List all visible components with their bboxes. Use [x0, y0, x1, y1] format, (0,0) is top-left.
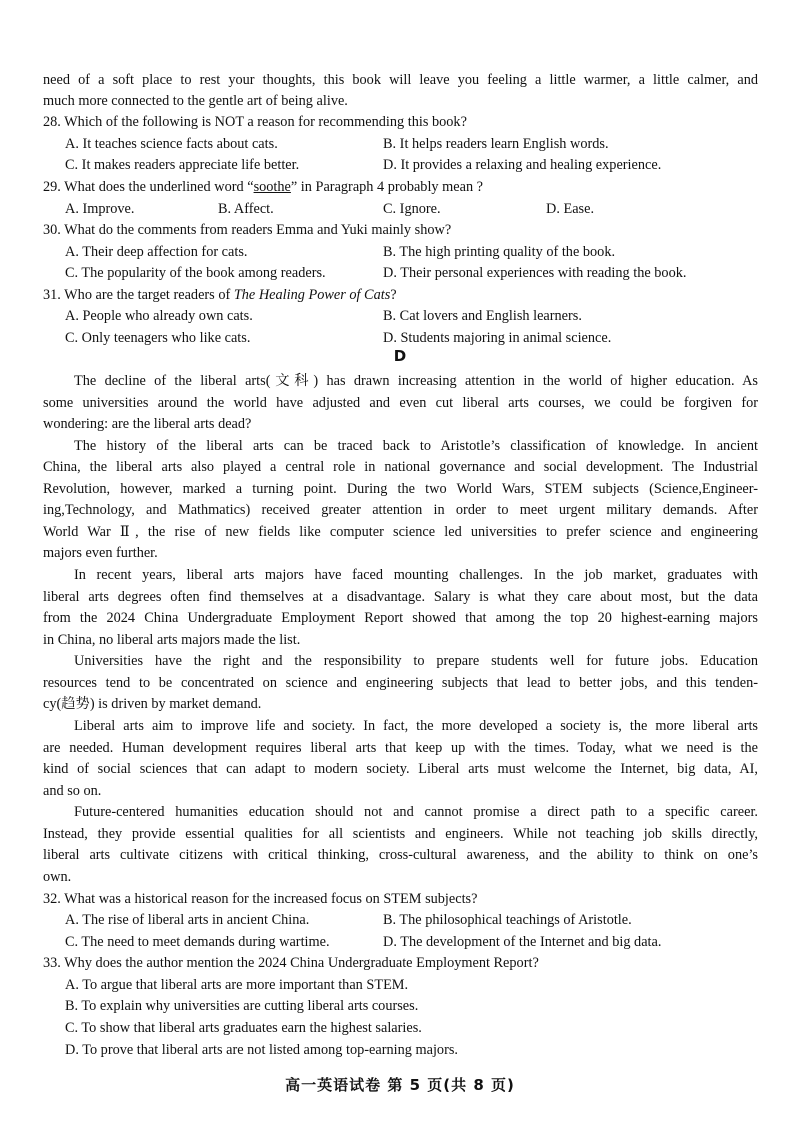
option[interactable]: A. The rise of liberal arts in ancient China. [65, 912, 310, 928]
option[interactable]: B. The high printing quality of the book. [383, 244, 616, 260]
option[interactable]: C. The need to meet demands during wartime. [65, 934, 330, 950]
passage-line: cy(趋势) is driven by market demand. [43, 696, 262, 712]
passage-line: liberal arts cultivate citizens with critical thinking, cross-cultural awareness, and the ability to think on one’s [43, 847, 758, 863]
option[interactable]: D. Their personal experiences with reading the book. [383, 265, 687, 281]
stem-text: 29. What does the underlined word “ [43, 179, 254, 195]
question-stem: 28. Which of the following is NOT a reason for recommending this book? [43, 114, 467, 130]
book-title: The Healing Power of Cats [233, 287, 391, 303]
passage-line: Universities have the right and the responsibility to prepare students well for future jobs. Education [74, 653, 758, 669]
passage-line: The history of the liberal arts can be traced back to Aristotle’s classification of knowledge. In ancient [74, 438, 758, 454]
option[interactable]: A. People who already own cats. [65, 308, 253, 324]
passage-line: kind of social sciences that can adapt to modern society. Liberal arts must welcome the Internet, big data, AI, [43, 761, 758, 777]
option[interactable]: B. The philosophical teachings of Aristotle. [383, 912, 632, 928]
passage-line: resources tend to be concentrated on science and engineering subjects that lead to better jobs, and this tenden- [43, 675, 758, 691]
option[interactable]: C. Only teenagers who like cats. [65, 330, 251, 346]
passage-line: Future-centered humanities education should not and cannot promise a direct path to a specific career. [74, 804, 758, 820]
passage-line: own. [43, 869, 72, 885]
option[interactable]: C. Ignore. [383, 201, 441, 217]
option[interactable]: D. Ease. [546, 201, 595, 217]
passage-line: liberal arts degrees often find themselves at a disadvantage. Salary is what they care about most, but the data [43, 589, 758, 605]
option[interactable]: C. The popularity of the book among readers. [65, 265, 326, 281]
passage-line: Liberal arts aim to improve life and society. In fact, the more developed a society is, the more liberal arts [74, 718, 758, 734]
section-heading: D [393, 347, 407, 365]
passage-line: need of a soft place to rest your thoughts, this book will leave you feeling a little warmer, a little calmer, and [43, 72, 758, 88]
option[interactable]: A. Their deep affection for cats. [65, 244, 248, 260]
option[interactable]: C. It makes readers appreciate life better. [65, 157, 300, 173]
passage-line: from the 2024 China Undergraduate Employment Report showed that among the top 20 highest-earning majors [43, 610, 758, 626]
passage-line: much more connected to the gentle art of being alive. [43, 93, 348, 109]
question-stem [43, 177, 483, 198]
passage-line: majors even further. [43, 545, 158, 561]
option[interactable]: A. To argue that liberal arts are more important than STEM. [65, 977, 409, 993]
option[interactable]: B. Cat lovers and English learners. [383, 308, 582, 324]
passage-line: World War Ⅱ, the rise of new fields like computer science led universities to prefer science and engineering [43, 524, 758, 540]
page-footer: 高一英语试卷 第 5 页(共 8 页) [285, 1076, 515, 1094]
stem-text: ” in Paragraph 4 probably mean ? [290, 179, 484, 195]
option[interactable]: D. It provides a relaxing and healing experience. [383, 157, 662, 173]
option[interactable]: D. The development of the Internet and big data. [383, 934, 662, 950]
passage-line: The decline of the liberal arts(文科) has drawn increasing attention in the world of higher education. As [74, 373, 758, 389]
option[interactable]: B. It helps readers learn English words. [383, 136, 609, 152]
passage-line: Revolution, however, marked a turning point. During the two World Wars, STEM subjects (Science,Engineer- [43, 481, 758, 497]
passage-line: are needed. Human development requires liberal arts that keep up with the times. Today, what we need is the [43, 740, 758, 756]
passage-line: ing,Technology, and Mathmatics) received greater attention in order to meet urgent military demands. After [43, 502, 758, 518]
underlined-word: soothe [253, 179, 291, 195]
question-stem [43, 285, 397, 306]
option[interactable]: A. Improve. [65, 201, 135, 217]
option[interactable]: A. It teaches science facts about cats. [65, 136, 278, 152]
option[interactable]: C. To show that liberal arts graduates earn the highest salaries. [65, 1020, 422, 1036]
option[interactable]: B. Affect. [218, 201, 274, 217]
option[interactable]: B. To explain why universities are cutting liberal arts courses. [65, 998, 419, 1014]
option[interactable]: D. To prove that liberal arts are not listed among top-earning majors. [65, 1042, 458, 1058]
stem-text: 31. Who are the target readers of [43, 287, 234, 303]
passage-line: in China, no liberal arts majors made the list. [43, 632, 301, 648]
question-stem: 32. What was a historical reason for the increased focus on STEM subjects? [43, 891, 478, 907]
passage-line: Instead, they provide essential qualities for all scientists and engineers. While not teaching job skills directly, [43, 826, 758, 842]
question-stem: 30. What do the comments from readers Emma and Yuki mainly show? [43, 222, 452, 238]
passage-line: wondering: are the liberal arts dead? [43, 416, 252, 432]
stem-text: ? [390, 287, 397, 303]
passage-line: and so on. [43, 783, 102, 799]
passage-line: some universities around the world have adjusted and even cut liberal arts courses, we could be forgiven for [43, 395, 758, 411]
passage-line: In recent years, liberal arts majors have faced mounting challenges. In the job market, graduates with [74, 567, 758, 583]
option[interactable]: D. Students majoring in animal science. [383, 330, 612, 346]
question-stem: 33. Why does the author mention the 2024 China Undergraduate Employment Report? [43, 955, 539, 971]
passage-line: China, the liberal arts also played a central role in national governance and social development. The Industrial [43, 459, 758, 475]
